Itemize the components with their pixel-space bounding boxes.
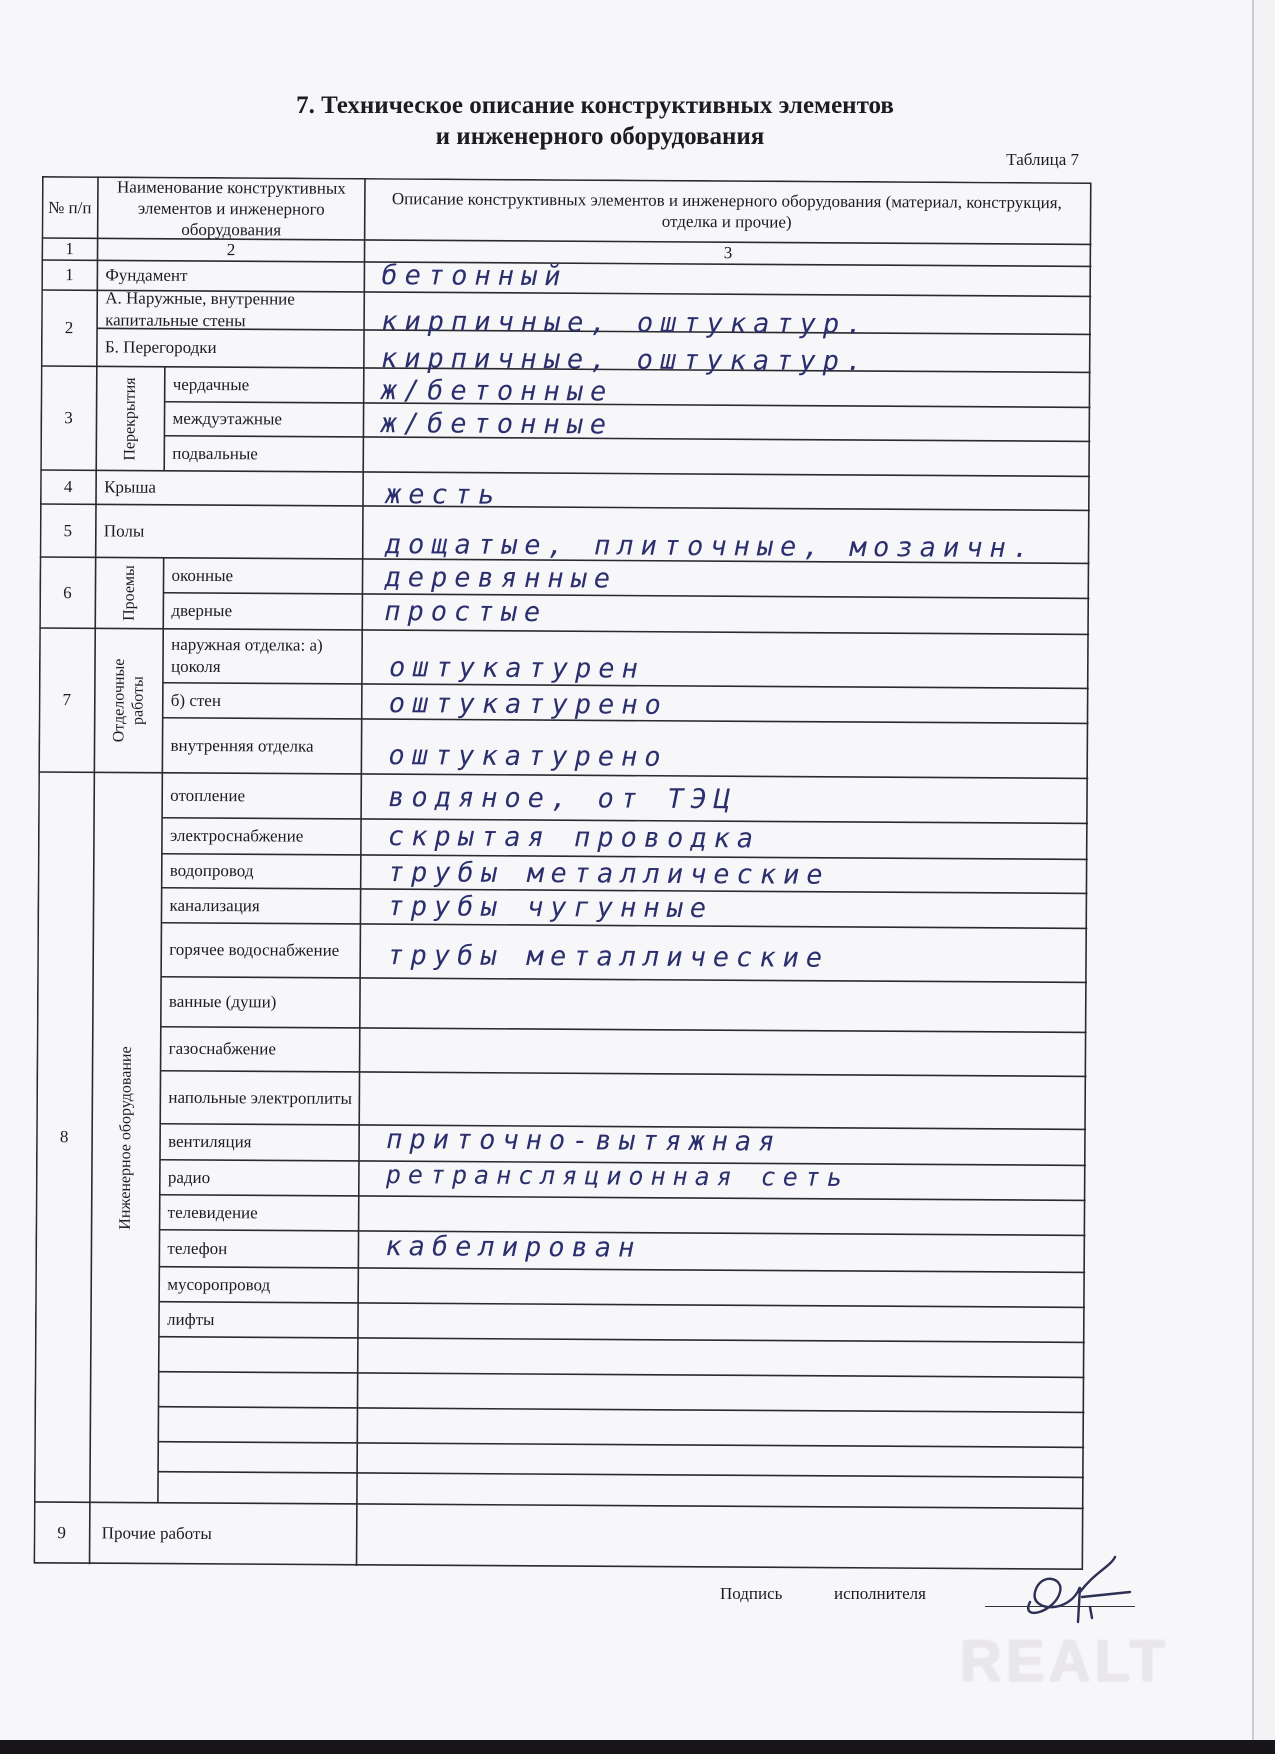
col-number-3: 3: [723, 243, 733, 263]
row-value-roof: жесть: [384, 479, 502, 511]
row-value-heating: водяное, от ТЭЦ: [388, 782, 738, 816]
table-label: Таблица 7: [1006, 150, 1079, 169]
row-label-stoves: напольные электроплиты: [168, 1087, 353, 1108]
row-value-plinth-finish: оштукатурен: [388, 652, 645, 685]
row-label-ventilation: вентиляция: [168, 1131, 252, 1152]
row-number: 9: [57, 1523, 67, 1543]
row-value-doors: простые: [384, 596, 548, 629]
row-label-sewerage: канализация: [169, 895, 260, 915]
row-label-doors: дверные: [171, 600, 233, 621]
row-label-plinth-finish: наружная отделка: а) цоколя: [170, 634, 323, 677]
document-title-line1: 7. Техническое описание конструктивных элементов: [296, 92, 894, 119]
document-title-line2: и инженерного оборудования: [435, 123, 765, 150]
row-label-heating: отопление: [170, 785, 246, 805]
row-label-windows: оконные: [171, 565, 234, 585]
scan-edge: [0, 1740, 1275, 1754]
row-label-other-works: Прочие работы: [101, 1523, 212, 1544]
row-value-foundation: бетонный: [381, 260, 568, 293]
col-number-2: 2: [226, 240, 236, 260]
row-value-ventilation: приточно-вытяжная: [386, 1124, 782, 1158]
row-value-interior-finish: оштукатурено: [388, 740, 668, 773]
col-number-1: 1: [65, 239, 74, 259]
row-value-water-supply: трубы металлические: [387, 857, 830, 891]
row-label-elevators: лифты: [166, 1309, 215, 1329]
row-label-walls: А. Наружные, внутренние капитальные стены: [105, 288, 295, 331]
row-number: 1: [65, 265, 74, 285]
header-description: Описание конструктивных элементов и инженерного оборудования (материал, конструкция, отделка и прочие): [391, 189, 1062, 232]
row-value-telephone: кабелирован: [385, 1231, 642, 1264]
row-label-radio: радио: [167, 1167, 211, 1187]
vertical-label-floors: Перекрытия: [121, 376, 140, 461]
row-value-wall-finish: оштукатурено: [388, 688, 668, 721]
signature-label-2: исполнителя: [834, 1584, 926, 1603]
row-value-interfloor: ж/бетонные: [380, 408, 614, 441]
header-name: Наименование конструктивных элементов и инженерного оборудования: [117, 176, 346, 239]
row-number: 6: [63, 582, 72, 602]
row-label-floors-covering: Полы: [103, 520, 145, 541]
row-label-interfloor: междуэтажные: [172, 408, 283, 429]
row-value-attic: ж/бетонные: [380, 375, 614, 408]
row-value-radio: ретрансляционная сеть: [385, 1160, 850, 1192]
watermark: REALT: [960, 1629, 1170, 1694]
technical-description-table: [34, 176, 1092, 1570]
row-number: 8: [59, 1127, 69, 1147]
vertical-label-engineering: Инженерное оборудование: [117, 1045, 136, 1230]
header-num: № п/п: [48, 197, 92, 217]
row-label-baths: ванные (души): [168, 991, 277, 1012]
row-label-electricity: электроснабжение: [169, 825, 304, 846]
signature-label-1: Подпись: [720, 1584, 783, 1603]
row-value-windows: деревянные: [384, 562, 618, 595]
row-label-interior-finish: внутренняя отделка: [170, 735, 314, 756]
row-number: 5: [63, 520, 73, 540]
row-label-partitions: Б. Перегородки: [104, 337, 217, 358]
row-label-telephone: телефон: [167, 1238, 228, 1258]
vertical-label-openings: Проемы: [120, 565, 139, 621]
row-value-hot-water: трубы металлические: [387, 940, 830, 974]
row-number: 3: [64, 408, 73, 428]
row-label-wall-finish: б) стен: [170, 690, 222, 710]
row-value-electricity: скрытая проводка: [387, 821, 761, 855]
row-label-roof: Крыша: [104, 477, 157, 497]
row-value-partitions: кирпичные, оштукатур.: [380, 343, 870, 378]
row-label-television: телевидение: [167, 1202, 258, 1222]
row-value-sewerage: трубы чугунные: [387, 891, 714, 925]
row-label-foundation: Фундамент: [105, 265, 188, 285]
row-label-basement: подвальные: [172, 443, 258, 463]
row-number: 4: [63, 477, 73, 497]
handwritten-signature: [1000, 1552, 1140, 1632]
row-label-attic: чердачные: [172, 374, 250, 394]
signature-caption: [720, 1584, 926, 1604]
row-value-floors-covering: дощатые, плиточные, мозаичн.: [384, 529, 1036, 565]
row-number: 7: [62, 690, 72, 710]
vertical-label-finishing: Отделочные работы: [110, 658, 147, 743]
row-label-water-supply: водопровод: [169, 860, 254, 881]
row-label-garbage-chute: мусоропровод: [167, 1274, 271, 1294]
row-number: 2: [64, 318, 74, 338]
row-value-walls: кирпичные, оштукатур.: [381, 306, 870, 341]
row-label-hot-water: горячее водоснабжение: [169, 939, 340, 960]
row-label-gas: газоснабжение: [168, 1038, 277, 1059]
